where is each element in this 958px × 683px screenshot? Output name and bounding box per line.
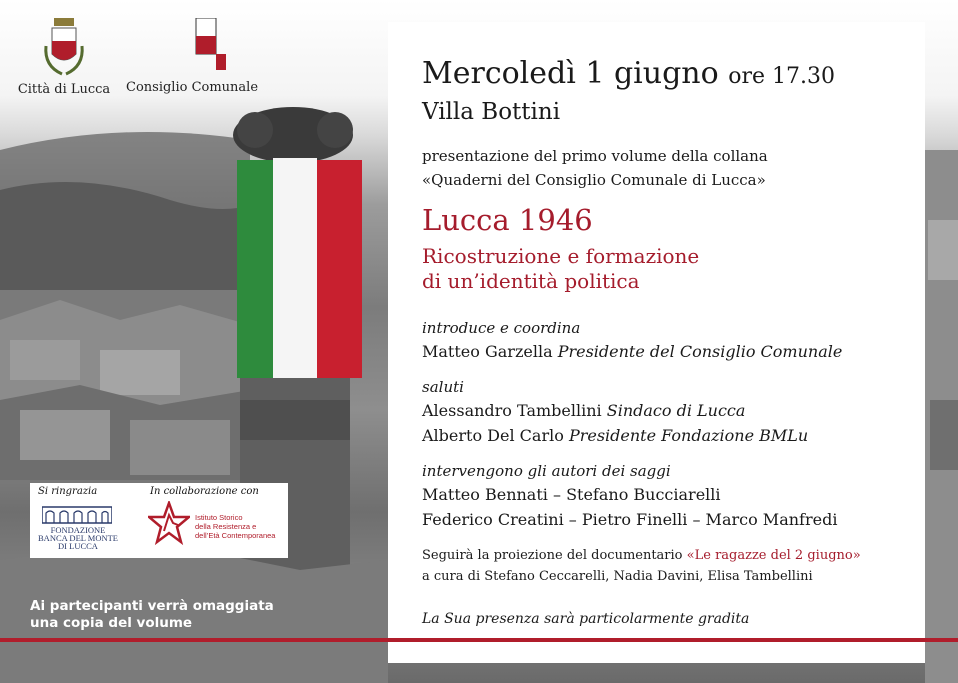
closing-note: La Sua presenza sarà particolarmente gradita — [422, 611, 750, 627]
greet1-name: Alessandro Tambellini — [422, 401, 602, 420]
book-subtitle-1: Ricostruzione e formazione — [422, 244, 700, 268]
greet-line-2 — [422, 426, 808, 445]
sponsor-box — [30, 483, 288, 558]
red-divider-right — [388, 638, 958, 642]
time-text: ore 17.30 — [728, 64, 836, 89]
authors-line-1: Matteo Bennati – Stefano Bucciarelli — [422, 485, 721, 504]
flag-green-stripe — [237, 160, 273, 378]
flag-white-stripe — [273, 158, 317, 378]
flag-red-stripe — [317, 160, 362, 378]
greet1-role: Sindaco di Lucca — [606, 401, 746, 420]
red-divider-left — [0, 638, 388, 642]
screening-credits: a cura di Stefano Ceccarelli, Nadia Davini, Elisa Tambellini — [422, 569, 813, 584]
institute-star-icon — [148, 501, 190, 547]
greet2-role: Presidente Fondazione BMLu — [568, 426, 809, 445]
council-name: Consiglio Comunale — [126, 80, 259, 95]
foundation-building-icon — [42, 503, 112, 525]
city-name: Città di Lucca — [17, 82, 111, 97]
gift-note — [30, 598, 274, 632]
gift-line-2: una copia del volume — [30, 615, 193, 631]
authors-line-2: Federico Creatini – Pietro Finelli – Marco Manfredi — [422, 510, 838, 529]
screening-line — [422, 548, 861, 563]
city-crest-icon — [40, 16, 88, 78]
intro-line-2: «Quaderni del Consiglio Comunale di Lucca» — [422, 171, 766, 189]
institute-line-2: della Resistenza e — [195, 522, 257, 531]
gift-line-1: Ai partecipanti verrà omaggiata — [30, 598, 274, 614]
council-emblem-icon — [186, 18, 226, 76]
council-logo — [122, 18, 262, 95]
book-title: Lucca 1946 — [422, 203, 593, 237]
foundation-line-2: BANCA DEL MONTE — [38, 533, 118, 543]
intro-line-1: presentazione del primo volume della collana — [422, 147, 768, 165]
event-date — [422, 56, 835, 91]
film-title: «Le ragazze del 2 giugno» — [686, 548, 861, 563]
screening-prefix: Seguirà la proiezione del documentario — [422, 548, 683, 563]
venue: Villa Bottini — [422, 99, 561, 125]
authors-label: intervengono gli autori dei saggi — [422, 462, 671, 480]
coord-role: Presidente del Consiglio Comunale — [557, 342, 843, 361]
collab-label: In collaborazione con — [150, 486, 259, 497]
coord-name: Matteo Garzella — [422, 342, 553, 361]
institute-logo-text — [195, 513, 275, 540]
institute-line-3: dell’Età Contemporanea — [195, 531, 276, 540]
foundation-line-1: FONDAZIONE — [50, 525, 106, 535]
foundation-line-3: DI LUCCA — [58, 541, 98, 551]
greet2-name: Alberto Del Carlo — [422, 426, 564, 445]
coord-label: introduce e coordina — [422, 319, 581, 337]
book-subtitle-2: di un’identità politica — [422, 269, 640, 293]
city-logo — [14, 16, 114, 97]
thanks-label: Si ringrazia — [38, 486, 98, 497]
institute-line-1: Istituto Storico — [195, 513, 243, 522]
greet-line-1 — [422, 401, 745, 420]
date-text: Mercoledì 1 giugno — [422, 56, 719, 91]
foundation-logo-text — [36, 526, 120, 550]
coord-line — [422, 342, 842, 361]
greet-label: saluti — [422, 378, 464, 396]
